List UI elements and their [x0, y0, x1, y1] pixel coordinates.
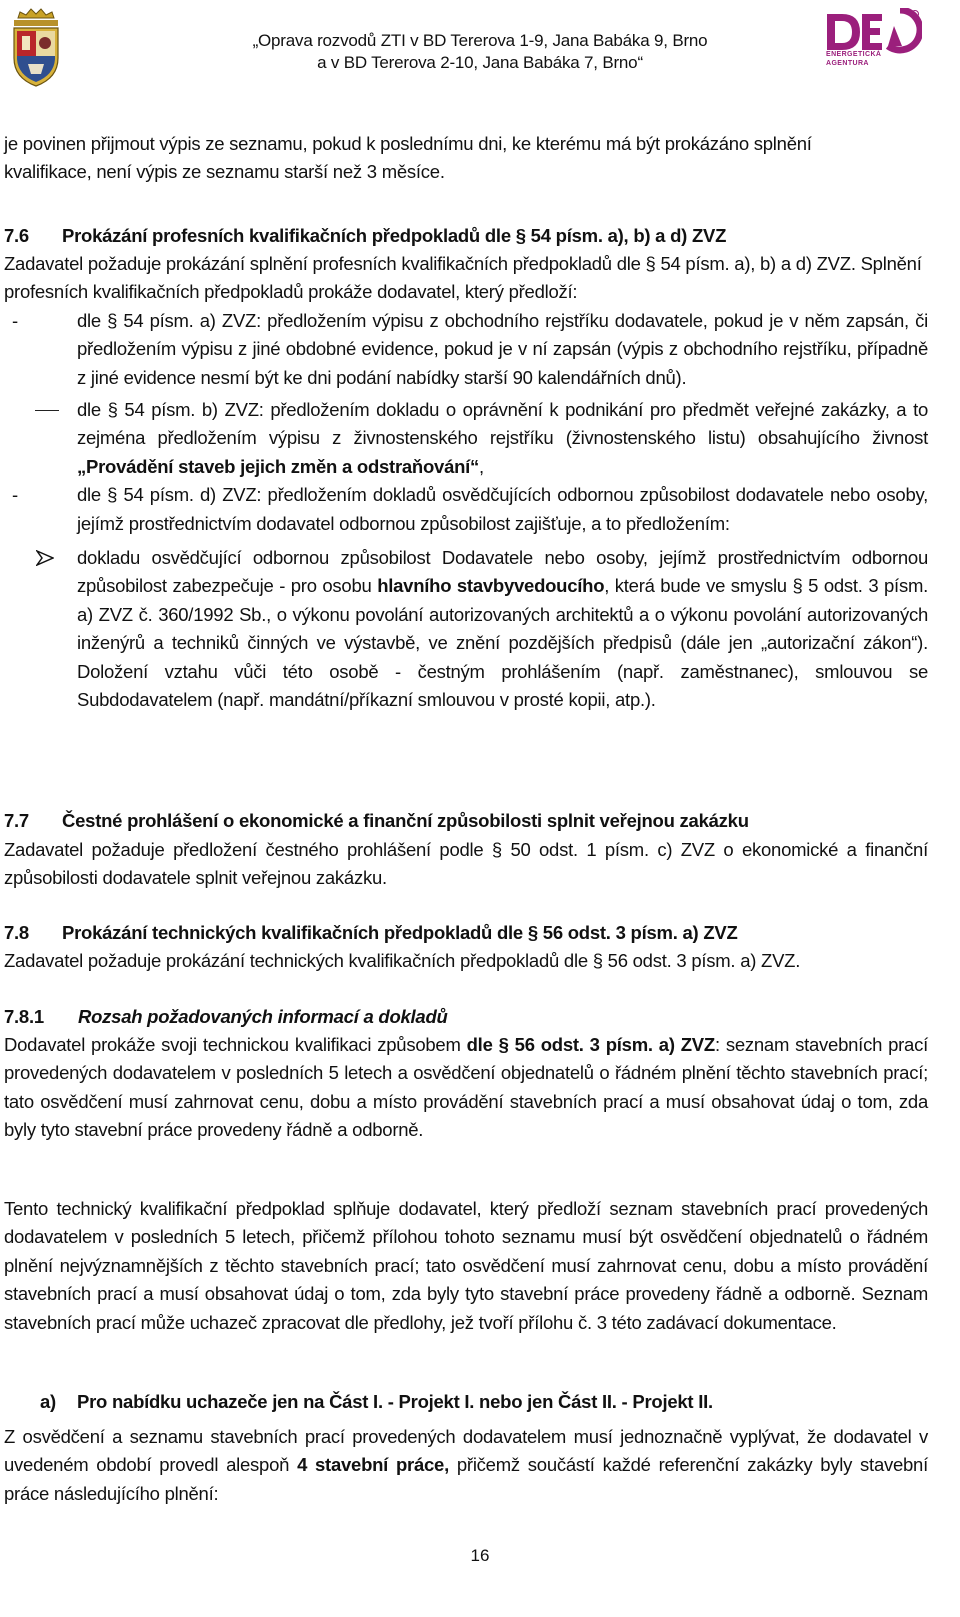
section-7-6-heading: 7.6 Prokázání profesních kvalifikačních předpokladů dle § 54 písm. a), b) a d) ZVZ [4, 225, 727, 246]
dash-bullet-icon [35, 410, 59, 411]
intro-paragraph: je povinen přijmout výpis ze seznamu, pokud k poslednímu dni, ke kterému má být prokázáno splnění kvalifikace, není výpis ze seznamu starší než 3 měsíce. [4, 133, 812, 183]
section-7-6-intro: Zadavatel požaduje prokázání splnění profesních kvalifikačních předpokladů dle § 54 písm. a), b) a d) ZVZ. Splnění profesních kvalifikačních předpokladů prokáže dodavatel, který předloží: [4, 253, 922, 303]
section-7-7-heading: 7.7 Čestné prohlášení o ekonomické a finanční způsobilosti splnit veřejnou zakázku [4, 810, 749, 831]
list-item-54a: - dle § 54 písm. a) ZVZ: předložením výpisu z obchodního rejstříku dodavatele, pokud je v něm zapsán, či předložením výpisu z jiné obdobné evidence, pokud je v ní zapsán (výpis z obchodního rejstříku, případně z jiné evidence nesmí být ke dni podání nabídky starší 90 kalendářních dnů). [12, 309, 928, 388]
page-number: 16 [470, 1546, 490, 1565]
logo-subtitle: ENERGETICKÁ AGENTURA [826, 51, 882, 67]
arrow-bullet-icon [36, 550, 54, 566]
section-7-8-body: Zadavatel požaduje prokázání technických kvalifikačních předpokladů dle § 56 odst. 3 písm. a) ZVZ. [4, 950, 801, 971]
document-header-title [160, 30, 800, 74]
list-item-54d: - dle § 54 písm. d) ZVZ: předložením dokladů osvědčujících odbornou způsobilost dodavatele nebo osoby, jejímž prostřednictvím dodavatel odbornou způsobilost zajišťuje, a to předložením: [12, 484, 928, 534]
section-7-8-1-paragraph-2: Tento technický kvalifikační předpoklad splňuje dodavatel, který předloží seznam stavebních prací provedených dodavatelem v posledních 5 letech, přičemž přílohou tohoto seznamu musí být osvědčení objednatelů o řádném plnění nejvýznamnějších z těchto stavebních prací; tato osvědčení musí zahrnovat cenu, dobu a místo provádění stavebních prací a musí obsahovat údaj o tom, zda byly tyto stavební práce provedeny řádně a odborně. Seznam stavebních prací může uchazeč zpracovat dle předlohy, jež tvoří přílohu č. 3 této zadávací dokumentace. [4, 1198, 928, 1333]
section-7-8-1-heading: 7.8.1 Rozsah požadovaných informací a dokladů [4, 1006, 448, 1027]
list-item-arrow: dokladu osvědčující odbornou způsobilost Dodavatele nebo osoby, jejímž prostřednictvím odbornou způsobilost zabezpečuje - pro osobu hlavního stavbyvedoucího, která bude ve smyslu § 5 odst. 3 písm. a) ZVZ č. 360/1992 Sb., o výkonu povolání autorizovaných architektů a o výkonu povolání autorizovaných inženýrů a techniků činných ve výstavbě, ve znění pozdějších předpisů (dále jen „autorizační zákon“). Doložení vztahu vůči této osobě - čestným prohlášením (např. zaměstnanec), smlouvou se Subdodavatelem (např. mandátní/příkazní smlouvou v prosté kopii, atp.). [4, 544, 928, 714]
subsection-a-heading: a) Pro nabídku uchazeče jen na Část I. - Projekt I. nebo jen Část II. - Projekt II. [40, 1391, 713, 1412]
city-coat-of-arms-icon [8, 6, 64, 90]
section-7-8-heading: 7.8 Prokázání technických kvalifikačních předpokladů dle § 56 odst. 3 písm. a) ZVZ [4, 922, 738, 943]
section-7-6-body [4, 250, 928, 715]
section-7-8-1-paragraph-1: Dodavatel prokáže svoji technickou kvalifikaci způsobem dle § 56 odst. 3 písm. a) ZVZ: seznam stavebních prací provedených dodavatelem v posledních 5 letech a osvědčení objednatelů o řádném plnění těchto stavebních prací; tato osvědčení musí zahrnovat cenu, dobu a místo provádění stavebních prací a musí obsahovat údaj o tom, zda byly tyto stavební práce provedeny řádně a odborně. [4, 1034, 928, 1141]
section-7-7-body: Zadavatel požaduje předložení čestného prohlášení podle § 50 odst. 1 písm. c) ZVZ o ekonomické a finanční způsobilosti dodavatele splnit veřejnou zakázku. [4, 839, 928, 889]
section-7-8-1-paragraph-3: Z osvědčení a seznamu stavebních prací provedených dodavatelem musí jednoznačně vyplývat, že dodavatel v uvedeném období provedl alespoň 4 stavební práce, přičemž součástí každé referenční zakázky byly stavební práce následujícího plnění: [4, 1426, 928, 1504]
list-item-54b: dle § 54 písm. b) ZVZ: předložením dokladu o oprávnění k podnikání pro předmět veřejné zakázky, a to zejména předložením výpisu z živnostenského rejstříku (živnostenského listu) obsahujícího živnost „Provádění staveb jejich změn a odstraňování“, [4, 396, 928, 481]
section-7-8-1-body [4, 1031, 928, 1145]
header-title-line-2: a v BD Tererova 2-10, Jana Babáka 7, Brno“ [317, 53, 643, 72]
header-title-line-1: „Oprava rozvodů ZTI v BD Tererova 1-9, Jana Babáka 9, Brno [252, 31, 708, 50]
